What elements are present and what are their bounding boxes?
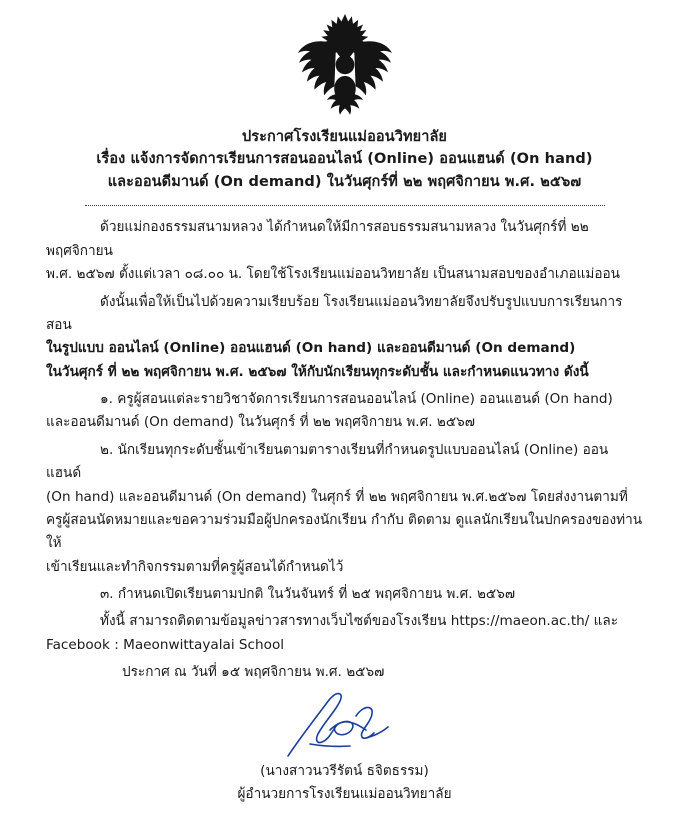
dotted-divider	[85, 205, 605, 206]
paragraph-2-line-3: ในวันศุกร์ ที่ ๒๒ พฤศจิกายน พ.ศ. ๒๕๖๗ ให้กับนักเรียนทุกระดับชั้น และกำหนดแนวทาง ดังนี้	[46, 363, 589, 380]
list-item-1-line-2: และออนดีมานด์ (On demand) ในวันศุกร์ ที่ ๒๒ พฤศจิกายน พ.ศ. ๒๕๖๗	[46, 414, 475, 431]
paragraph-1-line-2: พ.ศ. ๒๕๖๗ ตั้งแต่เวลา ๐๘.๐๐ น. โดยใช้โรงเรียนแม่ออนวิทยาลัย เป็นสนามสอบของอำเภอแม่ออน	[46, 266, 620, 283]
paragraph-2	[46, 291, 643, 385]
paragraph-3-line-1: ทั้งนี้ สามารถติดตามข้อมูลข่าวสารทางเว็บไซต์ของโรงเรียน https://maeon.ac.th/ และ	[100, 613, 619, 630]
list-item-2-line-2: (On hand) และออนดีมานด์ (On demand) ในศุกร์ ที่ ๒๒ พฤศจิกายน พ.ศ.๒๕๖๗ โดยส่งงานตามที่	[46, 488, 628, 505]
signer-position: ผู้อำนวยการโรงเรียนแม่ออนวิทยาลัย	[237, 785, 452, 802]
paragraph-2-line-1: ดังนั้นเพื่อให้เป็นไปด้วยความเรียบร้อย โรงเรียนแม่ออนวิทยาลัยจึงปรับรูปแบบการเรียนการสอน	[46, 293, 623, 333]
signature-block	[0, 686, 689, 806]
announcement-date-text: ประกาศ ณ วันที่ ๑๕ พฤศจิกายน พ.ศ. ๒๕๖๗	[122, 664, 385, 681]
list-item-2-line-4: เข้าเรียนและทำกิจกรรมตามที่ครูผู้สอนได้กำหนดไว้	[46, 558, 344, 575]
list-item-1-line-1: ๑. ครูผู้สอนแต่ละรายวิชาจัดการเรียนการสอนออนไลน์ (Online) ออนแฮนด์ (On hand)	[100, 391, 613, 408]
document-heading	[46, 126, 643, 193]
list-item-1	[46, 388, 643, 435]
list-item-2-line-1: ๒. นักเรียนทุกระดับชั้นเข้าเรียนตามตารางเรียนที่กำหนดรูปแบบออนไลน์ (Online) ออนแฮนด์	[46, 441, 609, 482]
announcement-date	[46, 661, 643, 684]
handwritten-signature	[270, 686, 420, 764]
paragraph-1-line-1: ด้วยแม่กองธรรมสนามหลวง ได้กำหนดให้มีการสอบธรรมสนามหลวง ในวันศุกร์ที่ ๒๒ พฤศจิกายน	[46, 219, 589, 259]
paragraph-3-line-2: Facebook : Maeonwittayalai School	[46, 636, 285, 653]
paragraph-2-line-2: ในรูปแบบ ออนไลน์ (Online) ออนแฮนด์ (On hand) และออนดีมานด์ (On demand)	[46, 340, 576, 357]
garuda-emblem	[285, 10, 405, 118]
emblem-container	[46, 10, 643, 122]
list-item-2-line-3: ครูผู้สอนนัดหมายและขอความร่วมมือผู้ปกครองนักเรียน กำกับ ติดตาม ดูแลนักเรียนในปกครองของท่านให้	[46, 511, 643, 552]
signer-name: (นางสาวนวรีรัตน์ ธจิตธรรม)	[260, 762, 429, 779]
list-item-3	[46, 583, 643, 606]
paragraph-1	[46, 216, 643, 286]
heading-line-3: และออนดีมานด์ (On demand) ในวันศุกร์ที่ ๒๒ พฤศจิกายน พ.ศ. ๒๕๖๗	[107, 173, 582, 190]
heading-line-2: เรื่อง แจ้งการจัดการเรียนการสอนออนไลน์ (Online) ออนแฮนด์ (On hand)	[96, 151, 593, 168]
paragraph-3	[46, 610, 643, 657]
list-item-2	[46, 439, 643, 579]
document-body	[46, 216, 643, 684]
heading-line-1: ประกาศโรงเรียนแม่ออนวิทยาลัย	[241, 129, 448, 145]
list-item-3-line-1: ๓. กำหนดเปิดเรียนตามปกติ ในวันจันทร์ ที่ ๒๕ พฤศจิกายน พ.ศ. ๒๕๖๗	[100, 586, 516, 603]
